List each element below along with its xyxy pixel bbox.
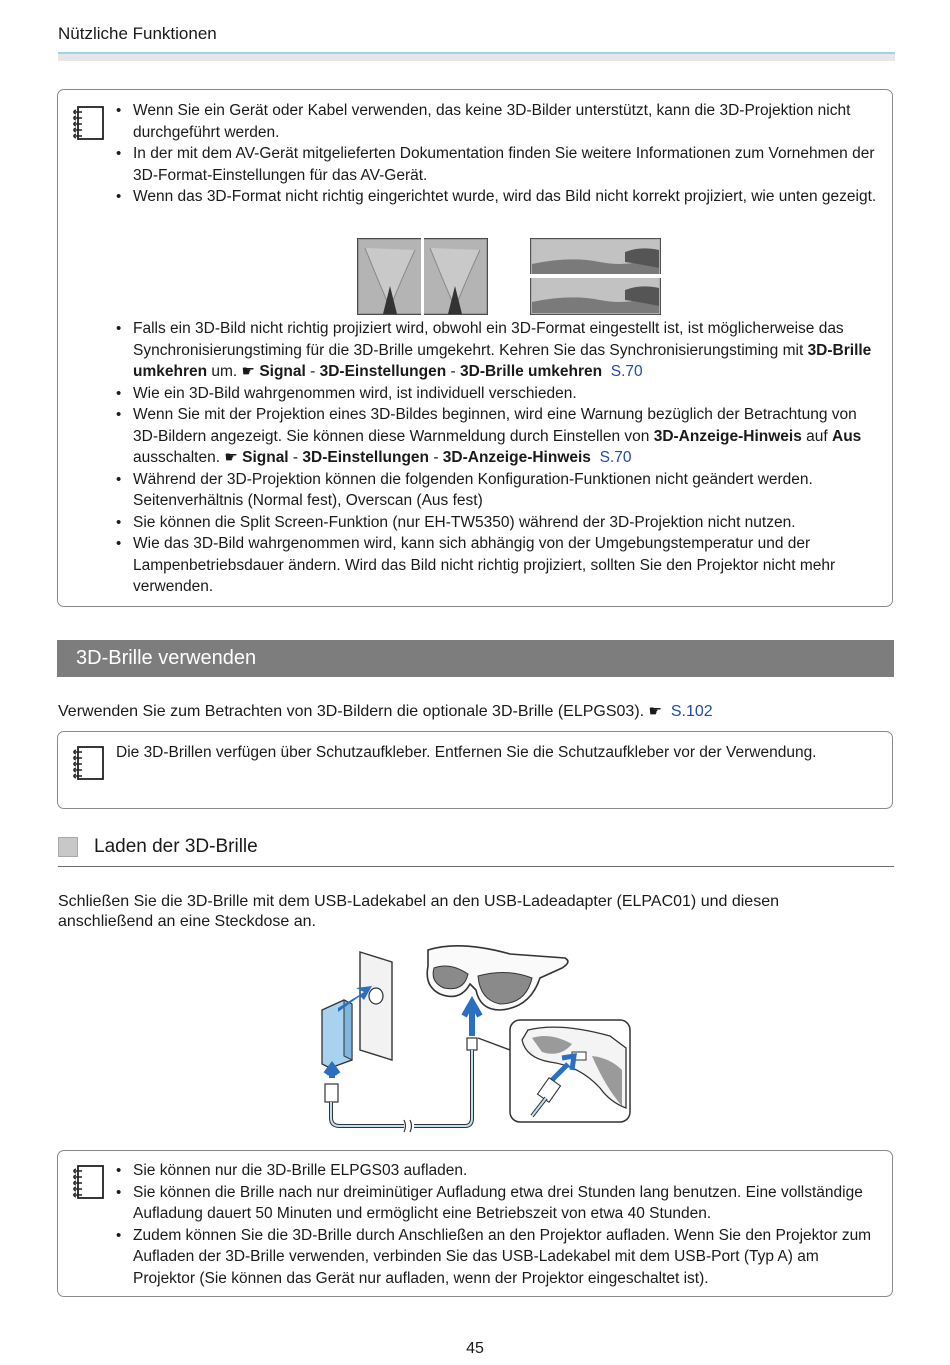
incorrect-3d-side-by-side-image <box>357 238 488 315</box>
note-list-top <box>114 100 884 208</box>
intro-paragraph: Verwenden Sie zum Betrachten von 3D-Bildern die optionale 3D-Brille (ELPGS03). ☛ S.102 <box>58 703 713 720</box>
page-reference-link[interactable]: S.70 <box>610 363 643 380</box>
note-box-protective-stickers <box>57 731 893 809</box>
list-item: • In der mit dem AV-Gerät mitgelieferten Dokumentation finden Sie weitere Informationen zum Vornehmen der 3D-Format-Einstellungen für das AV-Gerät. <box>114 143 884 186</box>
notepad-icon <box>71 1164 105 1200</box>
note-box-charging-info <box>57 1150 893 1297</box>
list-item: • Zudem können Sie die 3D-Brille durch Anschließen an den Projektor aufladen. Wenn Sie den Projektor zum Aufladen der 3D-Brille verwenden, verbinden Sie das USB-Ladekabel mit dem USB-Port (Typ A) am Projektor (Sie können das Gerät nur aufladen, wenn der Projektor eingeschaltet ist). <box>114 1225 884 1290</box>
subsection-title: Laden der 3D-Brille <box>94 836 258 857</box>
list-item: • Falls ein 3D-Bild nicht richtig projiziert wird, obwohl ein 3D-Format eingestellt ist, ist möglicherweise das Synchronisierungstiming für die 3D-Brille umgekehrt. Kehren Sie das Synchronisierungstiming mit 3D-Brille umkehren um. ☛ Signal - 3D-Einstellungen - 3D-Brille umkehren S.70 <box>114 318 884 383</box>
notepad-icon <box>71 105 105 141</box>
page-header-title: Nützliche Funktionen <box>58 24 217 43</box>
incorrect-3d-top-bottom-image <box>530 238 661 315</box>
list-item: • Sie können die Split Screen-Funktion (nur EH-TW5350) während der 3D-Projektion nicht nutzen. <box>114 512 884 534</box>
notepad-icon <box>71 745 105 781</box>
page-number: 45 <box>466 1340 484 1357</box>
pointing-hand-icon: ☛ <box>648 703 662 720</box>
subsection-rule <box>58 866 894 867</box>
note-list-bottom <box>114 318 884 598</box>
section-heading-bar <box>57 640 894 677</box>
subsection-marker <box>58 837 78 857</box>
charging-instructions: Schließen Sie die 3D-Brille mit dem USB-Ladekabel an den USB-Ladeadapter (ELPAC01) und diesen anschließend an eine Steckdose an. <box>58 893 779 930</box>
note-text: Die 3D-Brillen verfügen über Schutzaufkleber. Entfernen Sie die Schutzaufkleber vor der Verwendung. <box>116 744 817 761</box>
section-title: 3D-Brille verwenden <box>76 647 257 669</box>
list-item: • Wenn Sie ein Gerät oder Kabel verwenden, das keine 3D-Bilder unterstützt, kann die 3D-Projektion nicht durchgeführt werden. <box>114 100 884 143</box>
page-reference-link[interactable]: S.70 <box>599 449 632 466</box>
list-item: • Sie können die Brille nach nur dreiminütiger Aufladung etwa drei Stunden lang benutzen. Eine vollständige Aufladung dauert 50 Minuten und ermöglicht eine Betriebszeit von etwa 40 Stunden. <box>114 1182 884 1225</box>
page-reference-link[interactable]: S.102 <box>670 703 713 720</box>
list-item: • Wenn das 3D-Format nicht richtig eingerichtet wurde, wird das Bild nicht korrekt projiziert, wie unten gezeigt. <box>114 186 884 208</box>
header-rule <box>58 52 895 61</box>
list-item: • Wenn Sie mit der Projektion eines 3D-Bildes beginnen, wird eine Warnung bezüglich der Betrachtung von 3D-Bildern angezeigt. Sie können diese Warnmeldung durch Einstellen von 3D-Anzeige-Hinweis auf Aus ausschalten. ☛ Signal - 3D-Einstellungen - 3D-Anzeige-Hinweis S.70 <box>114 404 884 469</box>
note-box-3d-warnings <box>57 89 893 607</box>
charging-illustration <box>310 938 635 1133</box>
note-list-charging <box>114 1160 884 1289</box>
list-item: • Wie das 3D-Bild wahrgenommen wird, kann sich abhängig von der Umgebungstemperatur und der Lampenbetriebsdauer ändern. Wird das Bild nicht richtig projiziert, sollten Sie den Projektor nicht mehr verwenden. <box>114 533 884 598</box>
list-item: • Während der 3D-Projektion können die folgenden Konfiguration-Funktionen nicht geändert werden. Seitenverhältnis (Normal fest), Overscan (Aus fest) <box>114 469 884 512</box>
list-item: • Sie können nur die 3D-Brille ELPGS03 aufladen. <box>114 1160 884 1182</box>
list-item: • Wie ein 3D-Bild wahrgenommen wird, ist individuell verschieden. <box>114 383 884 405</box>
pointing-hand-icon: ☛ <box>241 363 255 380</box>
pointing-hand-icon: ☛ <box>224 449 238 466</box>
